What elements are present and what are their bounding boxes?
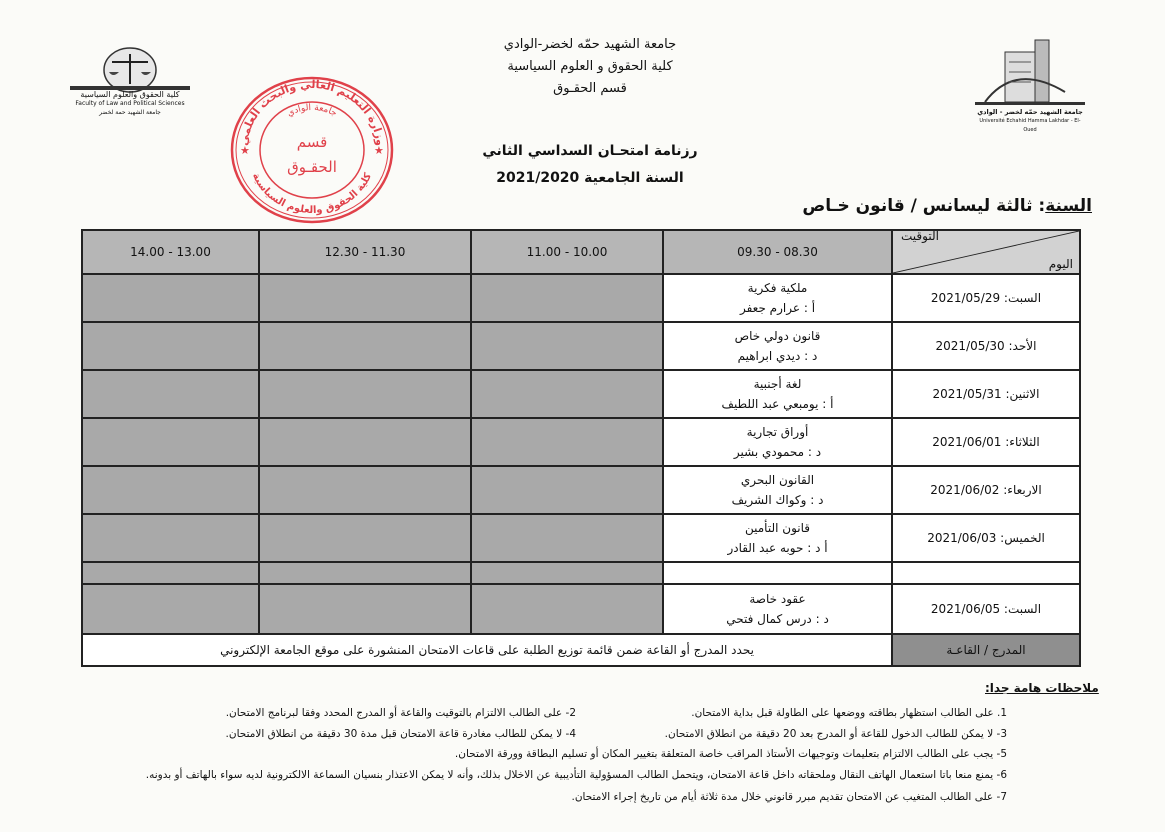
table-row <box>82 322 1080 370</box>
empty-slot <box>471 274 663 322</box>
table-row <box>82 584 1080 634</box>
empty-slot <box>471 322 663 370</box>
empty-slot <box>259 418 471 466</box>
day-cell: الاثنين: 2021/05/31 <box>892 370 1080 418</box>
stamp-center-1: قسم <box>296 133 328 151</box>
header-block <box>440 34 740 100</box>
university-logo <box>975 32 1085 132</box>
empty-slot <box>82 418 259 466</box>
faculty-logo-sub: جامعة الشهيد حمة لخضر <box>99 109 161 116</box>
academic-year: السنة الجامعية 2021/2020 <box>496 170 684 186</box>
exam-teacher: د : محمودي بشير <box>733 445 822 459</box>
exam-subject: قانون دولي خاص <box>734 329 821 343</box>
exam-subject: قانون التأمين <box>744 521 810 535</box>
notes-title: ملاحظات هامة جدا: <box>985 681 1099 695</box>
hall-note: يحدد المدرج أو القاعة ضمن قائمة توزيع الطلبة على قاعات الامتحان المنشورة على موقع الجامعة الإلكتروني <box>82 634 892 666</box>
schedule-title: رزنامة امتحـان السداسي الثاني <box>482 143 698 159</box>
table-row <box>82 370 1080 418</box>
exam-teacher: د : ديدي ابراهيم <box>737 349 818 363</box>
empty-slot <box>82 322 259 370</box>
day-cell: السبت: 2021/05/29 <box>892 274 1080 322</box>
corner-day-label: اليوم <box>1048 257 1073 271</box>
empty-slot <box>259 466 471 514</box>
exam-subject: لغة أجنبية <box>753 377 802 391</box>
exam-subject: عقود خاصة <box>749 592 806 606</box>
department-stamp <box>227 75 397 225</box>
empty-slot <box>82 584 259 634</box>
empty-slot <box>471 562 663 584</box>
exam-cell <box>663 274 892 322</box>
hall-label: المدرج / القاعـة <box>892 634 1080 666</box>
exam-cell <box>663 322 892 370</box>
empty-slot <box>259 562 471 584</box>
note-item: 2- على الطالب الالتزام بالتوقيت والقاعة أو المدرج المحدد وفقا لبرنامج الامتحان. <box>225 707 576 719</box>
exam-cell <box>663 562 892 584</box>
exam-teacher: د : وكواك الشريف <box>731 493 824 507</box>
stamp-center-2: الحقـوق <box>287 158 337 176</box>
faculty-logo <box>65 42 195 114</box>
empty-slot <box>471 418 663 466</box>
corner-cell <box>892 230 1080 274</box>
empty-slot <box>82 274 259 322</box>
empty-slot <box>259 274 471 322</box>
exam-cell <box>663 418 892 466</box>
exam-subject: أوراق تجارية <box>746 425 809 439</box>
note-item: 4- لا يمكن للطالب مغادرة قاعة الامتحان قبل مدة 30 دقيقة من انطلاق الامتحان. <box>225 728 576 740</box>
exam-subject: ملكية فكرية <box>747 281 808 295</box>
table-row <box>82 274 1080 322</box>
empty-slot <box>82 370 259 418</box>
class-value: : ثالثة ليسانس / قانون خـاص <box>802 196 1046 216</box>
table-header-row <box>82 230 1080 274</box>
stamp-ring-bottom: كلية الحقوق والعلوم السياسية <box>249 171 375 217</box>
exam-cell <box>663 370 892 418</box>
university-logo-text: جامعة الشهيد حمّه لخضر - الوادي <box>977 108 1083 116</box>
empty-slot <box>259 514 471 562</box>
faculty-logo-latin: Faculty of Law and Political Sciences <box>75 100 185 107</box>
stamp-star-icon: ★ <box>374 144 384 157</box>
empty-slot <box>82 466 259 514</box>
department-name: قسم الحقـوق <box>553 81 627 96</box>
stamp-star-icon: ★ <box>240 144 250 157</box>
exam-teacher: أ : عرارم جعفر <box>739 301 816 315</box>
university-logo-latin: Université Echahid Hamma Lakhdar - El-Oued <box>979 118 1081 133</box>
empty-slot <box>259 584 471 634</box>
empty-slot <box>471 370 663 418</box>
table-row <box>82 418 1080 466</box>
faculty-logo-text: كلية الحقوق والعلوم السياسية <box>80 90 180 99</box>
note-item: 6- يمنع منعا باتا استعمال الهاتف النقال وملحقاته داخل قاعة الامتحان، ويتحمل الطالب المسؤولية التأديبية عن الاخلال بذلك، وأنه لا يمكن الاعتذار بنسيان السماعة الالكترونية لديه سواء بالهاتف أو بدونه. <box>145 769 1007 781</box>
exam-teacher: أ : يومبعي عبد اللطيف <box>721 397 834 411</box>
time-slot-header: 14.00 - 13.00 <box>82 230 259 274</box>
class-label: السنة <box>1045 196 1092 216</box>
faculty-name: كلية الحقوق و العلوم السياسية <box>507 59 673 74</box>
exam-cell <box>663 514 892 562</box>
day-cell: الأحد: 2021/05/30 <box>892 322 1080 370</box>
table-row <box>82 562 1080 584</box>
note-item: 1. على الطالب استظهار بطاقته ووضعها على الطاولة قبل بداية الامتحان. <box>691 707 1007 719</box>
day-cell: الخميس: 2021/06/03 <box>892 514 1080 562</box>
empty-slot <box>471 584 663 634</box>
empty-slot <box>471 514 663 562</box>
exam-subject: القانون البحري <box>740 473 815 487</box>
time-slot-header: 11.00 - 10.00 <box>471 230 663 274</box>
empty-slot <box>82 514 259 562</box>
note-item: 7- على الطالب المتغيب عن الامتحان تقديم مبرر قانوني خلال مدة ثلاثة أيام من تاريخ إجراء الامتحان. <box>571 791 1007 803</box>
day-cell: الاربعاء: 2021/06/02 <box>892 466 1080 514</box>
exam-schedule-table <box>81 229 1081 667</box>
empty-slot <box>259 370 471 418</box>
exam-cell <box>663 584 892 634</box>
schedule-titles <box>440 138 740 192</box>
time-slot-header: 12.30 - 11.30 <box>259 230 471 274</box>
empty-slot <box>259 322 471 370</box>
stamp-ring-top: وزارة التعليم العالي والبحث العلمي <box>237 77 387 147</box>
corner-time-label: التوقيت <box>901 229 939 243</box>
empty-slot <box>471 466 663 514</box>
hall-row <box>82 634 1080 666</box>
day-cell: السبت: 2021/06/05 <box>892 584 1080 634</box>
note-item: 3- لا يمكن للطالب الدخول للقاعة أو المدرج بعد 20 دقيقة من انطلاق الامتحان. <box>664 728 1007 740</box>
exam-cell <box>663 466 892 514</box>
table-row <box>82 466 1080 514</box>
table-row <box>82 514 1080 562</box>
day-cell: الثلاثاء: 2021/06/01 <box>892 418 1080 466</box>
time-slot-header: 09.30 - 08.30 <box>663 230 892 274</box>
note-item: 5- يجب على الطالب الالتزام بتعليمات وتوجيهات الأستاذ المراقب خاصة المتعلقة بتغيير المكان أو تسليم البطاقة وورقة الامتحان. <box>454 748 1007 760</box>
university-name: جامعة الشهيد حمّه لخضر-الوادي <box>503 37 677 52</box>
exam-teacher: أ د : حوبه عبد القادر <box>727 541 828 555</box>
empty-slot <box>82 562 259 584</box>
day-cell <box>892 562 1080 584</box>
exam-teacher: د : درس كمال فتحي <box>726 612 829 626</box>
stamp-inner-top: جامعة الوادي <box>285 102 339 119</box>
class-line <box>780 196 1092 216</box>
